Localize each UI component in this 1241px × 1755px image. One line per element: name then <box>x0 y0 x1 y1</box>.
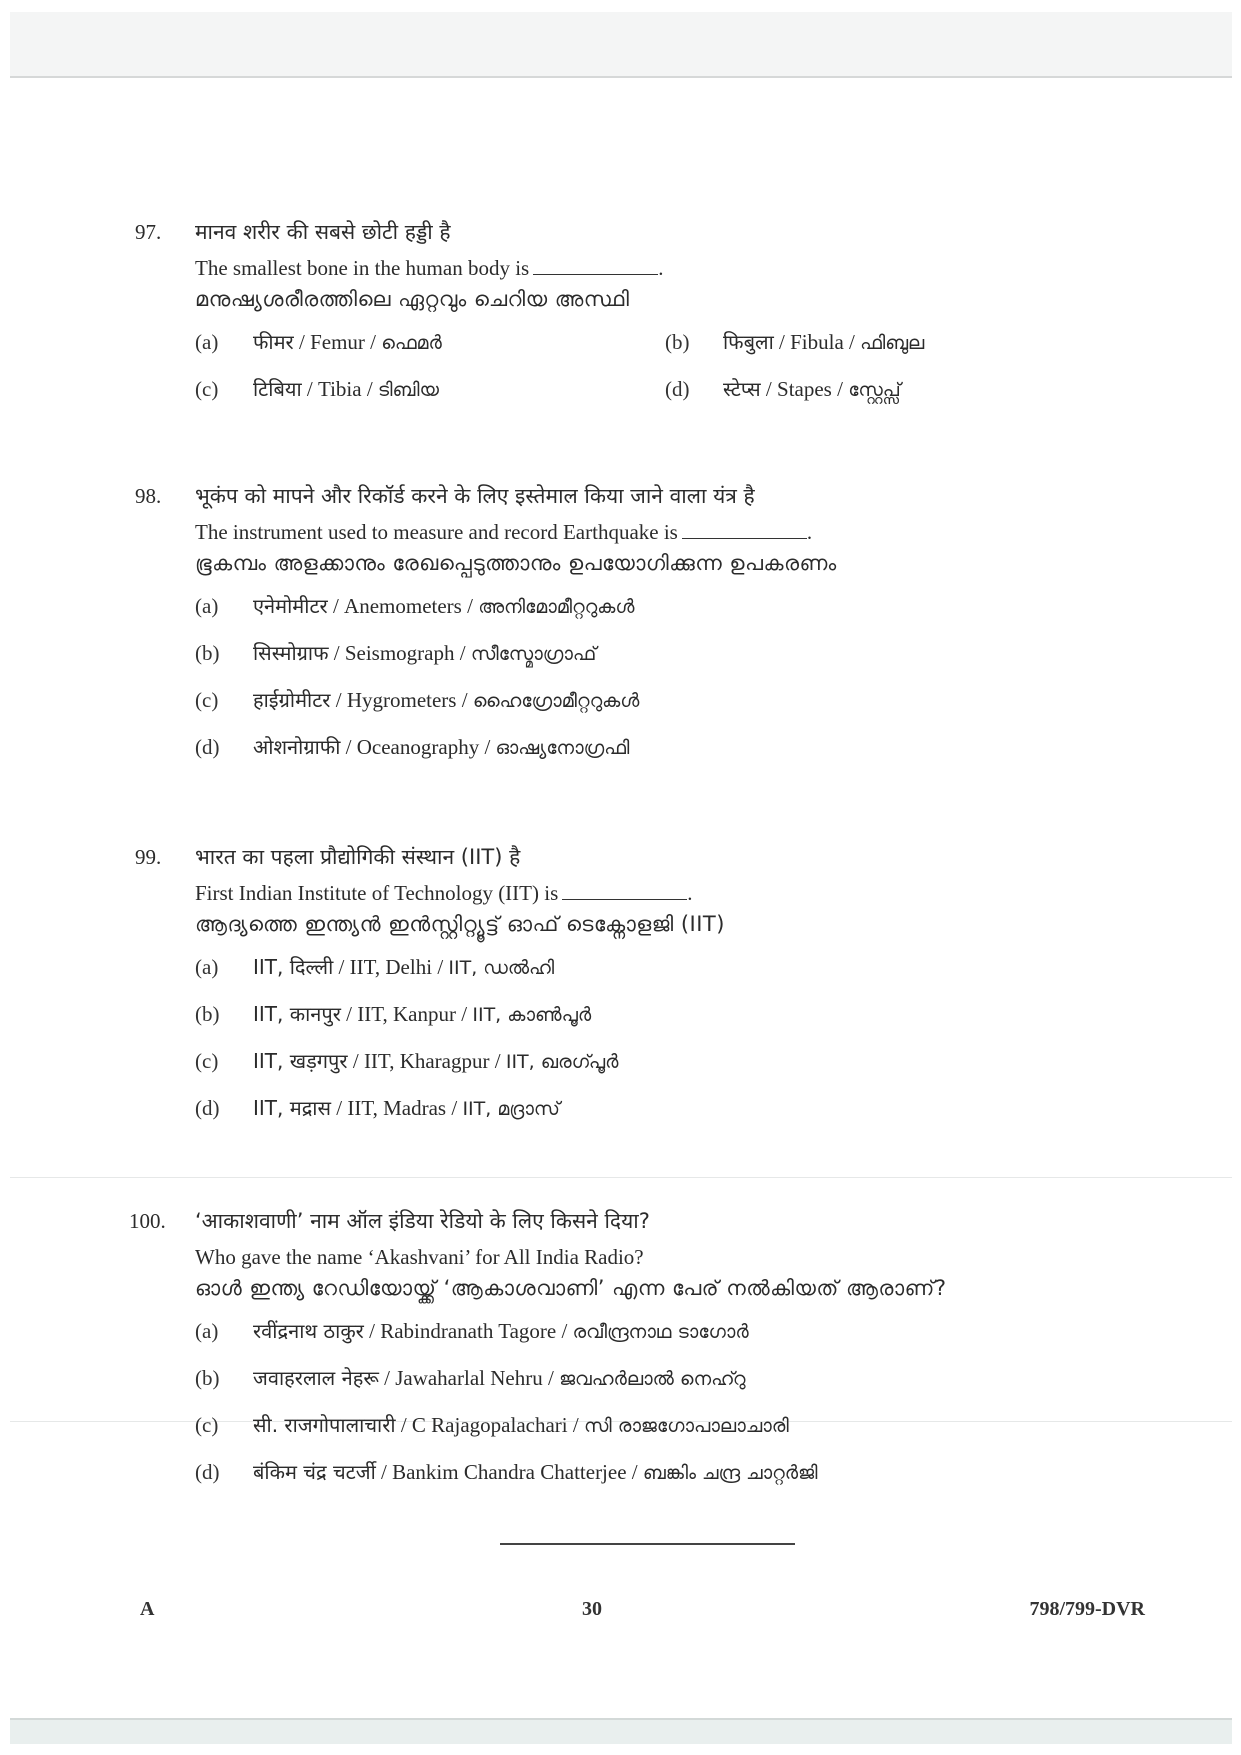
question-98 <box>135 482 1135 780</box>
answer-blank <box>682 537 807 539</box>
separator: / <box>378 1366 396 1390</box>
option-hindi: IIT, कानपुर <box>253 1002 341 1026</box>
option-label: (a) <box>195 1319 219 1343</box>
separator: / <box>542 1366 560 1390</box>
option-english: IIT, Madras <box>347 1096 447 1120</box>
option-english: C Rajagopalachari <box>411 1413 568 1437</box>
separator: / <box>454 641 471 665</box>
option-malayalam: IIT, ഡൽഹി <box>448 957 555 979</box>
question-english-text: The smallest bone in the human body is <box>195 256 530 280</box>
separator: / <box>375 1460 393 1484</box>
question-text-hindi: ‘आकाशवाणी’ नाम ऑल इंडिया रेडियो के लिए किसने दिया? <box>195 1209 650 1233</box>
option-a[interactable] <box>195 953 1135 1000</box>
question-99 <box>135 843 1135 1141</box>
separator: / <box>760 377 778 401</box>
option-english: Seismograph <box>344 641 455 665</box>
option-english: Rabindranath Tagore <box>380 1319 557 1343</box>
question-number: 97. <box>135 220 162 244</box>
separator: / <box>327 594 345 618</box>
question-english-text: The instrument used to measure and record Earthquake is <box>195 520 678 544</box>
question-text-hindi: भारत का पहला प्रौद्योगिकी संस्थान (IIT) है <box>195 845 521 869</box>
separator: / <box>456 688 473 712</box>
option-label: (c) <box>195 1413 219 1437</box>
question-text-english <box>195 520 1135 545</box>
separator: / <box>567 1413 584 1437</box>
separator: / <box>364 330 382 354</box>
period: . <box>687 881 693 905</box>
option-b[interactable] <box>195 639 1135 686</box>
question-number: 98. <box>135 484 162 508</box>
option-malayalam: IIT, ഖരഗ്പൂർ <box>505 1051 619 1073</box>
option-d[interactable] <box>665 375 1135 422</box>
option-english: Jawaharlal Nehru <box>395 1366 543 1390</box>
option-label: (d) <box>195 1096 220 1120</box>
question-text-malayalam: മനുഷ്യശരീരത്തിലെ ഏറ്റവും ചെറിയ അസ്ഥി <box>195 287 630 311</box>
option-malayalam: ഫിബുല <box>860 332 925 354</box>
question-text-english <box>195 256 1135 281</box>
page-number: 30 <box>581 1598 602 1620</box>
separator: / <box>340 735 357 759</box>
separator: / <box>293 330 311 354</box>
separator: / <box>461 594 479 618</box>
option-hindi: सिस्मोग्राफ <box>253 641 329 665</box>
option-label: (b) <box>195 641 220 665</box>
option-c[interactable] <box>195 1411 1135 1458</box>
paper-code: 798/799-DVR <box>1029 1598 1145 1620</box>
question-text-malayalam: ആദ്യത്തെ ഇന്ത്യൻ ഇൻസ്റ്റിറ്റ്യൂട്ട് ഓഫ് ടെക്നോളജി (IIT) <box>195 912 725 936</box>
option-label: (a) <box>195 955 219 979</box>
option-english: Oceanography <box>356 735 480 759</box>
option-label: (b) <box>665 330 690 354</box>
question-number: 99. <box>135 845 162 869</box>
option-hindi: रवींद्रनाथ ठाकुर <box>253 1319 364 1343</box>
separator: / <box>363 1319 381 1343</box>
separator: / <box>333 955 350 979</box>
question-text-hindi: भूकंप को मापने और रिकॉर्ड करने के लिए इस्तेमाल किया जाने वाला यंत्र है <box>195 484 755 508</box>
option-hindi: IIT, दिल्ली <box>253 955 334 979</box>
option-label: (d) <box>195 735 220 759</box>
option-hindi: स्टेप्स <box>723 377 761 401</box>
option-english: Femur <box>310 330 365 354</box>
option-malayalam: ഹൈഗ്രോമീറ്ററുകൾ <box>472 690 640 712</box>
separator: / <box>328 641 345 665</box>
option-english: Fibula <box>790 330 844 354</box>
option-b[interactable] <box>195 1000 1135 1047</box>
separator: / <box>489 1049 506 1073</box>
option-c[interactable] <box>195 1047 1135 1094</box>
question-number: 100. <box>129 1209 166 1233</box>
option-label: (b) <box>195 1366 220 1390</box>
option-d[interactable] <box>195 733 1135 780</box>
option-label: (c) <box>195 377 219 401</box>
option-english: Hygrometers <box>346 688 457 712</box>
option-malayalam: ടിബിയ <box>377 379 439 401</box>
option-hindi: फिबुला <box>723 330 774 354</box>
separator: / <box>347 1049 364 1073</box>
option-hindi: बंकिम चंद्र चटर्जी <box>253 1460 376 1484</box>
option-label: (a) <box>195 594 219 618</box>
separator: / <box>626 1460 643 1484</box>
page-footer <box>140 1598 1145 1621</box>
option-english: Tibia <box>317 377 362 401</box>
option-english: IIT, Kharagpur <box>363 1049 490 1073</box>
question-97 <box>135 218 1135 422</box>
option-a[interactable] <box>195 592 1135 639</box>
separator: / <box>446 1096 463 1120</box>
option-malayalam: IIT, കാൺപൂർ <box>472 1004 592 1026</box>
option-malayalam: അനിമോമീറ്ററുകൾ <box>478 596 635 618</box>
scan-bottom-band <box>10 1718 1232 1744</box>
separator: / <box>479 735 496 759</box>
separator: / <box>456 1002 473 1026</box>
separator: / <box>301 377 318 401</box>
period: . <box>806 520 813 544</box>
option-a[interactable] <box>195 328 665 375</box>
period: . <box>658 256 664 280</box>
option-c[interactable] <box>195 375 665 422</box>
question-english-text: First Indian Institute of Technology (IIT) is <box>195 881 559 905</box>
separator: / <box>330 688 347 712</box>
option-english: Bankim Chandra Chatterjee <box>392 1460 627 1484</box>
option-label: (c) <box>195 688 219 712</box>
option-english: Stapes <box>777 377 832 401</box>
answer-blank <box>533 273 658 275</box>
option-english: IIT, Kanpur <box>357 1002 457 1026</box>
separator: / <box>331 1096 348 1120</box>
option-hindi: IIT, मद्रास <box>253 1096 332 1120</box>
scan-top-band <box>10 12 1232 78</box>
separator: / <box>395 1413 412 1437</box>
option-malayalam: സ്റ്റേപ്സ് <box>848 379 901 401</box>
option-english: Anemometers <box>344 594 462 618</box>
option-d[interactable] <box>195 1458 1135 1505</box>
option-label: (d) <box>195 1460 220 1484</box>
options-list <box>195 328 1135 422</box>
options-list <box>195 953 1135 1141</box>
question-text-english <box>195 881 1135 906</box>
question-text-english: Who gave the name ‘Akashvani’ for All India Radio? <box>195 1245 644 1269</box>
option-b[interactable] <box>195 1364 1135 1411</box>
option-a[interactable] <box>195 1317 1135 1364</box>
option-label: (a) <box>195 330 219 354</box>
option-hindi: ओशनोग्राफी <box>253 735 341 759</box>
option-malayalam: സീസ്മോഗ്രാഫ് <box>470 643 597 665</box>
option-malayalam: ബങ്കിം ചന്ദ്ര ചാറ്റർജി <box>642 1462 818 1484</box>
option-malayalam: IIT, മദ്രാസ് <box>462 1098 560 1120</box>
option-malayalam: ഫെമർ <box>381 332 442 354</box>
option-hindi: फीमर <box>253 330 294 354</box>
option-malayalam: രവീന്ദ്രനാഥ ടാഗോർ <box>572 1321 749 1343</box>
option-label: (d) <box>665 377 690 401</box>
option-d[interactable] <box>195 1094 1135 1141</box>
separator: / <box>340 1002 358 1026</box>
separator: / <box>773 330 791 354</box>
question-100 <box>129 1207 1135 1505</box>
separator: / <box>432 955 449 979</box>
option-hindi: हाईग्रोमीटर <box>253 688 331 712</box>
separator: / <box>843 330 861 354</box>
scan-artifact-line <box>10 1177 1232 1178</box>
question-text-malayalam: ഓൾ ഇന്ത്യ റേഡിയോയ്ക്ക് ‘ആകാശവാണി’ എന്ന പേര് നൽകിയത് ആരാണ്? <box>195 1276 947 1300</box>
option-hindi: सी. राजगोपालाचारी <box>253 1413 396 1437</box>
separator: / <box>556 1319 573 1343</box>
option-malayalam: സി രാജഗോപാലാചാരി <box>583 1415 789 1437</box>
option-hindi: एनेमोमीटर <box>253 594 328 618</box>
question-text-malayalam: ഭൂകമ്പം അളക്കാനും രേഖപ്പെടുത്താനും ഉപയോഗിക്കുന്ന ഉപകരണം <box>195 551 837 575</box>
options-list <box>195 1317 1135 1505</box>
question-text-hindi: मानव शरीर की सबसे छोटी हड्डी है <box>195 220 451 244</box>
option-b[interactable] <box>665 328 1135 375</box>
option-label: (b) <box>195 1002 220 1026</box>
answer-blank <box>562 898 687 900</box>
option-malayalam: ജവഹർലാൽ നെഹ്റു <box>559 1368 746 1390</box>
option-malayalam: ഓഷ്യനോഗ്രഫി <box>495 737 630 759</box>
series-letter: A <box>140 1598 155 1620</box>
end-of-questions-rule <box>500 1543 795 1545</box>
option-c[interactable] <box>195 686 1135 733</box>
option-label: (c) <box>195 1049 219 1073</box>
option-hindi: IIT, खड़गपुर <box>253 1049 348 1073</box>
option-hindi: जवाहरलाल नेहरू <box>253 1366 379 1390</box>
separator: / <box>831 377 849 401</box>
options-list <box>195 592 1135 780</box>
option-hindi: टिबिया <box>253 377 302 401</box>
option-english: IIT, Delhi <box>349 955 433 979</box>
separator: / <box>361 377 378 401</box>
